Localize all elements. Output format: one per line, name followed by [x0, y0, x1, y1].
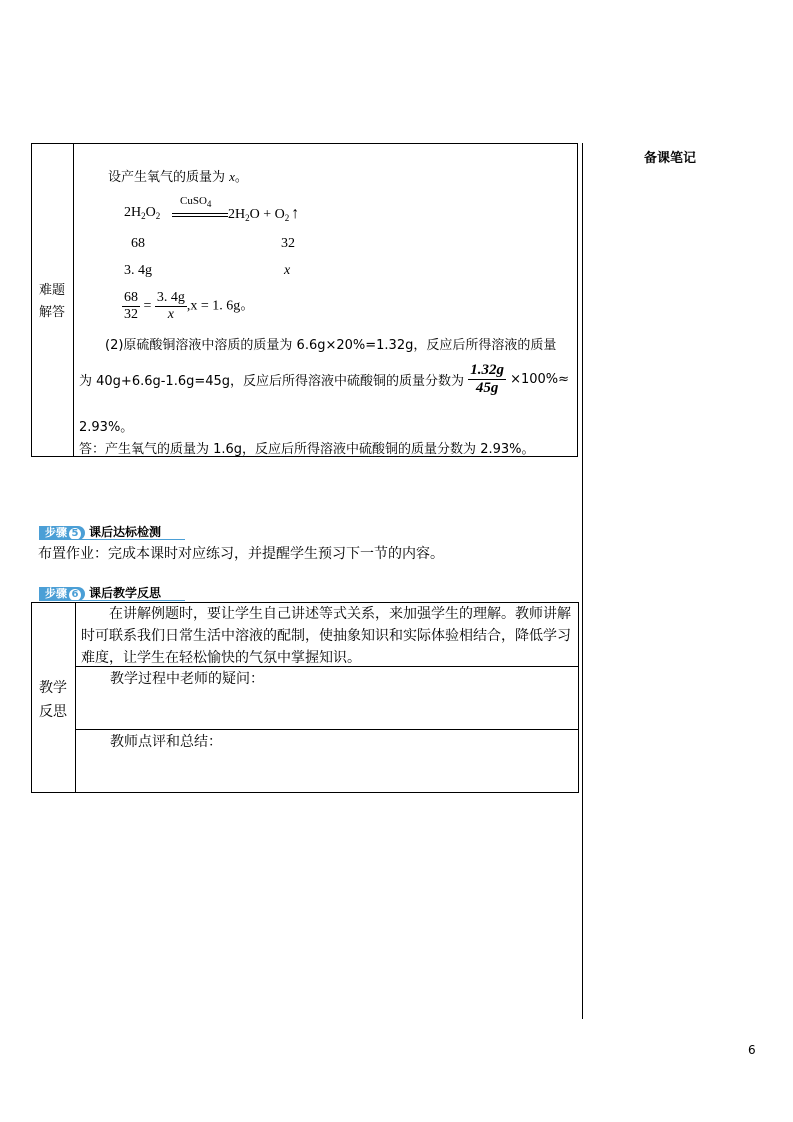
solution-table: [31, 143, 578, 457]
assume-line: [108, 166, 248, 185]
solution-label-line1: 难题: [38, 283, 65, 298]
step5-badge: [39, 526, 85, 540]
step6-title: 课后教学反思: [89, 586, 162, 600]
part2-frac-den: 45g: [475, 380, 499, 396]
part2-line2-post: ×100%≈: [510, 372, 570, 387]
teacher-doubts: 教学过程中老师的疑问：: [110, 671, 264, 687]
ratio-num-left: 68: [124, 290, 138, 305]
reflection-para-line2: 时可联系我们日常生活中溶液的配制，使抽象知识和实际体验相结合，降低学习: [81, 628, 571, 644]
equals-line-bottom: [172, 216, 228, 217]
step6-underline: [39, 600, 185, 601]
ratio-frac-right: [155, 290, 187, 323]
product2-sub: 2: [284, 213, 290, 223]
reactant-h: 2H: [124, 205, 142, 220]
ratio-den-left: 32: [124, 307, 138, 322]
step6-badge-text: 步骤: [45, 587, 67, 600]
ratio-den-right: x: [167, 307, 175, 322]
reflection-paragraph: [81, 603, 576, 669]
ratio-equals: =: [143, 298, 152, 314]
mass-row2-right: x: [284, 263, 291, 278]
part2-frac-num: 1.32g: [470, 362, 504, 378]
mass-row1-right: 32: [281, 236, 295, 251]
step6-badge: [39, 587, 85, 601]
teacher-summary: 教师点评和总结：: [110, 734, 222, 750]
assume-end: 。: [234, 170, 248, 185]
ratio-line: [122, 290, 254, 323]
product1-o: O + O: [249, 207, 285, 222]
reflection-table-divider: [75, 602, 76, 793]
step5-number: 5: [69, 528, 81, 540]
part2-line3: 2.93%。: [79, 420, 134, 435]
assume-var: x: [229, 169, 235, 184]
page-number: 6: [748, 1043, 756, 1057]
part2-frac: [468, 362, 506, 397]
reactant-sub1: 2: [141, 211, 146, 221]
reactant-sub2: 2: [155, 211, 161, 221]
catalyst-sub: 4: [206, 199, 212, 209]
answer-line: 答：产生氧气的质量为 1.6g，反应后所得溶液中硫酸铜的质量分数为 2.93%。: [79, 442, 535, 457]
part2-line2: [79, 362, 569, 397]
ratio-frac-left: [122, 290, 140, 323]
solution-label-line2: 解答: [38, 305, 65, 320]
product1-sub: 2: [245, 213, 250, 223]
part2-line2-pre: 为 40g+6.6g-1.6g=45g，反应后所得溶液中硫酸铜的质量分数为: [79, 374, 465, 389]
reflection-label-line2: 反思: [39, 704, 67, 720]
step6-number: 6: [69, 589, 81, 601]
products: [228, 205, 299, 223]
step5-content: 布置作业：完成本课时对应练习，并提醒学生预习下一节的内容。: [38, 546, 444, 562]
catalyst-text: CuSO: [180, 195, 207, 207]
catalyst: [180, 195, 211, 209]
reactant-o: O: [145, 205, 156, 220]
step5-badge-text: 步骤: [45, 526, 67, 539]
mass-row1-left: 68: [131, 236, 145, 251]
mass-row2-left: 3. 4g: [124, 263, 152, 278]
solution-table-divider: [73, 143, 74, 457]
part2-line1: (2)原硫酸铜溶液中溶质的质量为 6.6g×20%=1.32g，反应后所得溶液的质量: [105, 338, 557, 353]
notes-divider: [582, 143, 583, 1019]
ratio-result: ,x = 1. 6g: [186, 298, 241, 314]
step5-underline: [39, 539, 185, 540]
notes-title: 备课笔记: [644, 151, 697, 166]
reflection-label: [31, 676, 75, 724]
step5-header: [39, 523, 161, 540]
solution-label: [31, 280, 73, 324]
ratio-num-right: 3. 4g: [156, 290, 185, 305]
product1-h: 2H: [228, 207, 246, 222]
equals-line-top: [172, 213, 228, 214]
step6-header: [39, 584, 161, 601]
ratio-result-end: 。: [240, 298, 255, 314]
reactant: [124, 205, 160, 221]
reflection-row-divider-2: [75, 729, 579, 730]
step5-title: 课后达标检测: [89, 525, 162, 539]
reflection-para-line1: 在讲解例题时，要让学生自己讲述等式关系，来加强学生的理解。教师讲解: [109, 606, 571, 622]
reflection-para-line3: 难度，让学生在轻松愉快的气氛中掌握知识。: [81, 650, 361, 666]
reflection-label-line1: 教学: [39, 680, 67, 696]
gas-arrow-icon: ↑: [291, 205, 300, 222]
assume-text: 设产生氧气的质量为: [108, 170, 230, 185]
